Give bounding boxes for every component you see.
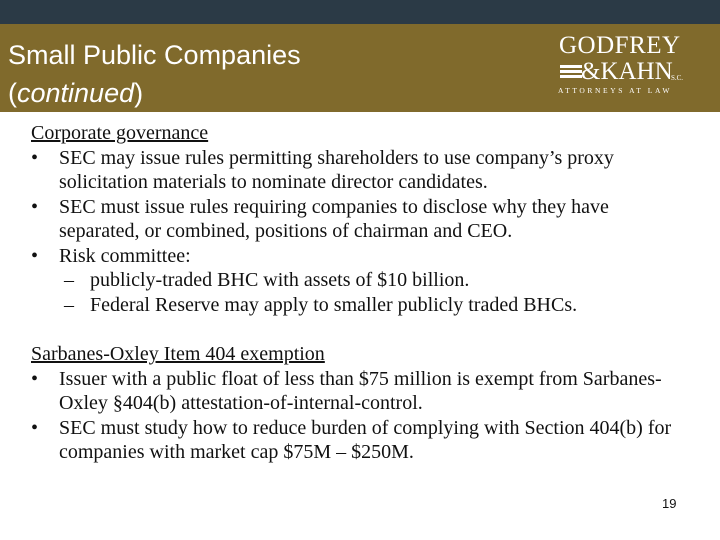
governance-sub-1: – publicly-traded BHC with assets of $10 billion. <box>64 269 470 291</box>
sox-heading: Sarbanes-Oxley Item 404 exemption <box>31 343 325 365</box>
logo-line-godfrey: GODFREY <box>559 32 681 59</box>
firm-logo <box>552 30 692 100</box>
governance-bullet-1: • SEC may issue rules permitting shareholders to use company’s proxy solicitation materials to nominate director candidates. <box>31 146 614 193</box>
logo-suffix: S.C. <box>671 74 684 82</box>
governance-heading: Corporate governance <box>31 122 209 144</box>
governance-bullet-3: • Risk committee: <box>31 244 191 267</box>
logo-ampersand-bars-icon <box>560 65 582 79</box>
title-continued: continued <box>17 78 135 108</box>
title-line-1: Small Public Companies <box>8 40 301 70</box>
logo-line-kahn: &KAHN <box>581 58 673 85</box>
sox-bullet-1: • Issuer with a public float of less than $75 million is exempt from Sarbanes-Oxley §404(b) attestation-of-internal-control. <box>31 367 662 414</box>
governance-sub-2: – Federal Reserve may apply to smaller publicly traded BHCs. <box>64 293 578 316</box>
page-number: 19 <box>662 496 677 511</box>
logo-tagline: ATTORNEYS AT LAW <box>558 86 673 95</box>
sox-bullet-2: • SEC must study how to reduce burden of complying with Section 404(b) for companies with market cap $75M – $250M. <box>31 416 672 463</box>
top-bar <box>0 0 720 24</box>
governance-bullet-2: • SEC must issue rules requiring companies to disclose why they have separated, or combined, positions of chairman and CEO. <box>31 195 609 242</box>
title-line-2: (continued) <box>8 78 144 108</box>
page-title <box>8 36 301 112</box>
slide-body <box>31 121 691 465</box>
